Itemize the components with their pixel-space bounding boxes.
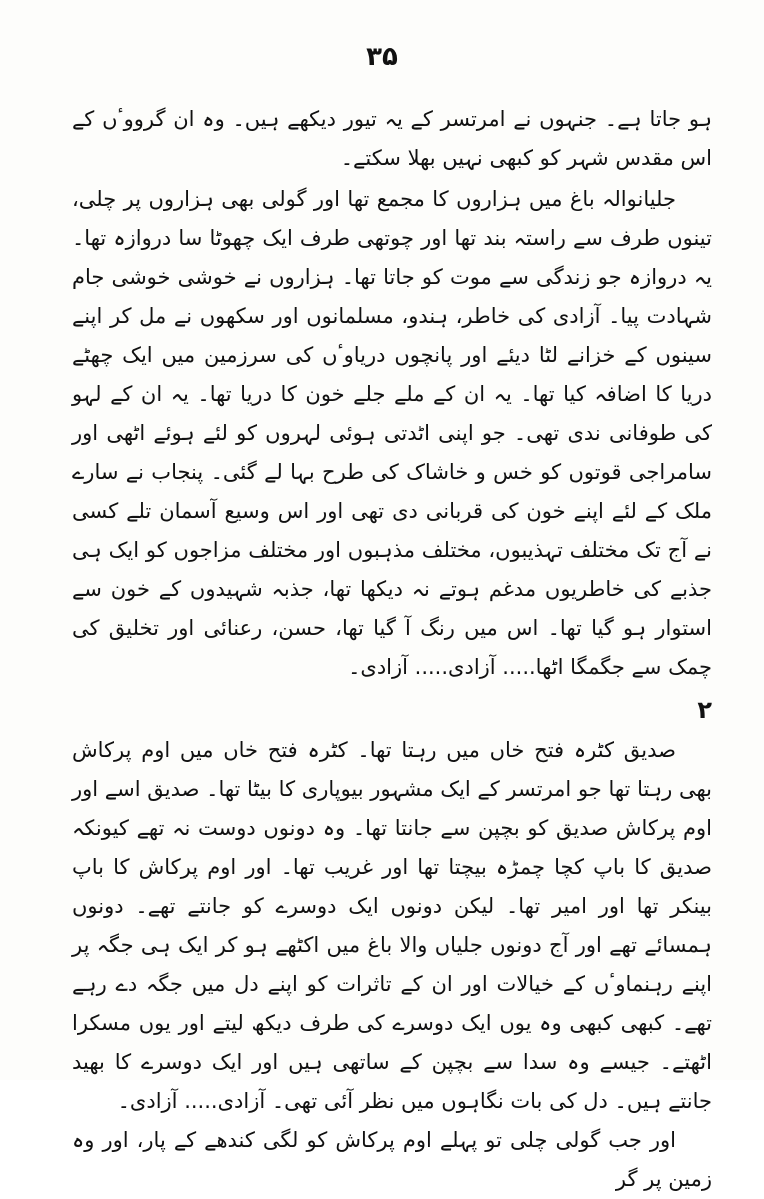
section-number: ۲ [697,696,712,724]
paragraph-jallianwala: جلیانوالہ باغ میں ہزاروں کا مجمع تھا اور گولی بھی ہزاروں پر چلی، تینوں طرف سے راستہ بند تھا اور چوتھی طرف ایک چھوٹا سا دروازہ تھا۔ یہ دروازہ جو زندگی سے موت کو جاتا تھا۔ ہزاروں نے خوشی خوشی جام شہادت پیا۔ آزادی کی خاطر، ہندو، مسلمانوں اور سکھوں نے مل کر اپنے سینوں کے خزانے لٹا دیئے اور پانچوں دریاوٴں کی سرزمین میں ایک چھٹے دریا کا اضافہ کیا تھا۔ یہ ان کے ملے جلے خون کا دریا تھا۔ یہ ان کے لہو کی طوفانی ندی تھی۔ جو اپنی اٹدتی ہوئی لہروں کو لئے ہوئے اٹھی اور سامراجی قوتوں کو خس و خاشاک کی طرح بہا لے گئی۔ پنجاب نے سارے ملک کے لئے اپنے خون کی قربانی دی تھی اور اس وسیع آسمان تلے کسی نے آج تک مختلف تہذیبوں، مختلف مذہبوں اور مختلف مزاجوں کو ایک ہی جذبے کی خاطریوں مدغم ہوتے نہ دیکھا تھا، جذبہ شہیدوں کے خون سے استوار ہو گیا تھا۔ اس میں رنگ آ گیا تھا، حسن، رعنائی اور تخلیق کی چمک سے جگمگا اٹھا..... آزادی..... آزادی۔ [72,187,712,679]
paragraph-siddiq: صدیق کٹرہ فتح خاں میں رہتا تھا۔ کٹرہ فتح خاں میں اوم پرکاش بھی رہتا تھا جو امرتسر کے ایک مشہور بیوپاری کا بیٹا تھا۔ صدیق اسے اور اوم پرکاش صدیق کو بچپن سے جانتا تھا۔ وہ دونوں دوست نہ تھے کیونکہ صدیق کا باپ کچا چمڑہ بیچتا تھا اور غریب تھا۔ اور اوم پرکاش کا باپ بینکر تھا اور امیر تھا۔ لیکن دونوں ایک دوسرے کو جانتے تھے۔ دونوں ہمسائے تھے اور آج دونوں جلیاں والا باغ میں اکٹھے ہو کر ایک ہی جگہ پر اپنے رہنماوٴں کے خیالات اور ان کے تاثرات کو اپنے دل میں جگہ دے رہے تھے۔ کبھی کبھی وہ یوں ایک دوسرے کی طرف دیکھ لیتے اور یوں مسکرا اٹھتے۔ جیسے وہ سدا سے بچپن کے ساتھی ہیں اور ایک دوسرے کا بھید جانتے ہیں۔ دل کی بات نگاہوں میں نظر آئی تھی۔ آزادی..... آزادی۔ [72,738,712,1113]
paragraph-continuation: ہو جاتا ہے۔ جنہوں نے امرتسر کے یہ تیور دیکھے ہیں۔ وہ ان گرووٴں کے اس مقدس شہر کو کبھی نہیں بھلا سکتے۔ [72,107,712,170]
page-number: ۳۵ [366,42,398,72]
body-text [72,100,712,1199]
paragraph-gunshot: اور جب گولی چلی تو پہلے اوم پرکاش کو لگی کندھے کے پار، اور وہ زمین پر گر [72,1128,712,1191]
